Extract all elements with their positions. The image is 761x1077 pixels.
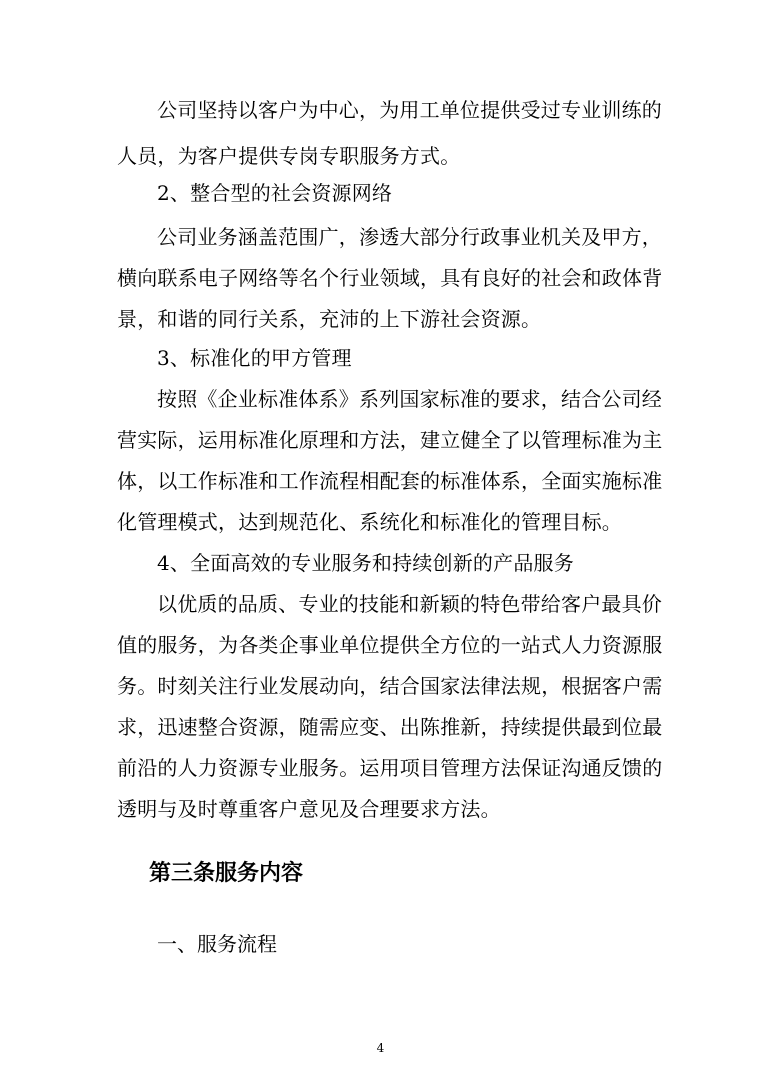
paragraph-line: 求，迅速整合资源，随需应变、出陈推新，持续提供最到位最 (117, 715, 663, 739)
paragraph-line: 体，以工作标准和工作流程相配套的标准体系，全面实施标准 (117, 469, 663, 493)
paragraph-line: 以优质的品质、专业的技能和新颖的特色带给客户最具价 (157, 592, 662, 616)
section-heading: 第三条服务内容 (149, 860, 304, 886)
section-item-title: 3、标准化的甲方管理 (157, 346, 352, 370)
section-item-title: 2、整合型的社会资源网络 (157, 181, 393, 205)
subheading: 一、服务流程 (157, 932, 277, 956)
paragraph-line: 人员，为客户提供专岗专职服务方式。 (117, 144, 461, 168)
paragraph-line: 化管理模式，达到规范化、系统化和标准化的管理目标。 (117, 510, 622, 534)
paragraph-line: 景，和谐的同行关系，充沛的上下游社会资源。 (117, 307, 542, 331)
paragraph-line: 前沿的人力资源专业服务。运用项目管理方法保证沟通反馈的 (117, 756, 663, 780)
paragraph-line: 公司坚持以客户为中心，为用工单位提供受过专业训练的 (157, 98, 662, 122)
paragraph-line: 务。时刻关注行业发展动向，结合国家法律法规，根据客户需 (117, 674, 663, 698)
paragraph-line: 透明与及时尊重客户意见及合理要求方法。 (117, 797, 501, 821)
paragraph-line: 值的服务，为各类企事业单位提供全方位的一站式人力资源服 (117, 633, 663, 657)
paragraph-line: 公司业务涵盖范围广，渗透大部分行政事业机关及甲方， (157, 225, 662, 249)
paragraph-line: 横向联系电子网络等名个行业领域，具有良好的社会和政体背 (117, 266, 663, 290)
paragraph-line: 按照《企业标准体系》系列国家标准的要求，结合公司经 (157, 387, 662, 411)
paragraph-line: 营实际，运用标准化原理和方法，建立健全了以管理标准为主 (117, 428, 663, 452)
section-item-title: 4、全面高效的专业服务和持续创新的产品服务 (157, 551, 574, 575)
page-number: 4 (376, 1041, 385, 1055)
